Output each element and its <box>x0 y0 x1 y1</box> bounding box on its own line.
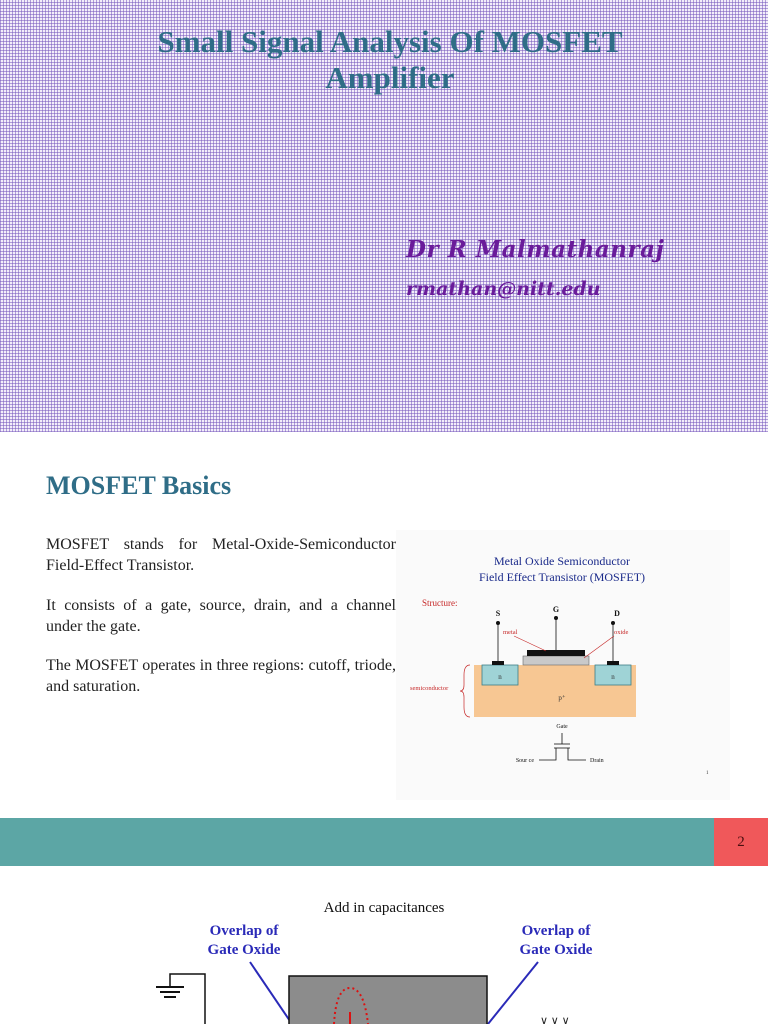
metal-label: metal <box>503 629 518 636</box>
title-slide <box>0 0 768 432</box>
figure-title-2: Field Effect Transistor (MOSFET) <box>478 570 646 584</box>
paragraph-regions: The MOSFET operates in three regions: cutoff, triode, and saturation. <box>46 657 396 695</box>
partial-marks: ∨ ∨ ∨ <box>540 1015 570 1024</box>
paragraph-structure: It consists of a gate, source, drain, and a channel under the gate. <box>46 597 396 635</box>
terminal-d-label: D <box>614 609 620 618</box>
paragraph-definition: MOSFET stands for Metal-Oxide-Semiconductor Field-Effect Transistor. <box>46 536 396 574</box>
terminal-s-label: S <box>495 609 501 618</box>
title-line-2: Amplifier <box>325 60 455 95</box>
gate-terminal <box>554 616 558 620</box>
semiconductor-label: semiconductor <box>410 685 449 692</box>
drain-symbol-label: Drain <box>590 758 604 764</box>
page-number: 2 <box>714 818 768 866</box>
oxide-label: oxide <box>614 629 629 636</box>
oxide-pointer <box>584 636 614 658</box>
slide-caption: Add in capacitances <box>323 900 445 916</box>
symbol-drain-lead <box>568 748 586 760</box>
metal-gate <box>527 650 585 656</box>
slide-title <box>40 24 740 96</box>
mosfet-diagram <box>396 530 730 800</box>
figure-page-number: 1 <box>706 771 709 776</box>
p-label: p⁺ <box>558 694 566 702</box>
structure-label: Structure: <box>422 598 458 608</box>
n-right-label: n <box>611 673 615 681</box>
capacitance-diagram <box>0 884 768 1024</box>
semiconductor-brace <box>460 665 470 717</box>
oxide-layer <box>523 656 589 665</box>
slide-heading: MOSFET Basics <box>46 471 232 500</box>
author-name: Dr R Malmathanraj <box>406 236 665 263</box>
metal-pointer <box>514 636 546 651</box>
terminal-g-label: G <box>552 605 560 614</box>
overlap-right-line-2: Gate Oxide <box>519 942 593 958</box>
drain-contact <box>607 661 619 665</box>
overlap-left-line-1: Overlap of <box>209 923 279 939</box>
overlap-pointer-right <box>488 962 538 1024</box>
symbol-source-lead <box>539 748 556 760</box>
source-contact <box>492 661 504 665</box>
overlap-pointer-left <box>250 962 292 1024</box>
device-body <box>289 976 487 1024</box>
n-left-label: n <box>498 673 502 681</box>
mosfet-structure-figure <box>396 530 730 800</box>
source-terminal <box>496 621 500 625</box>
author-email: rmathan@nitt.edu <box>406 278 601 300</box>
source-symbol-label: Sour ce <box>515 758 534 764</box>
ground-wire <box>170 974 205 1024</box>
mosfet-basics-slide <box>0 436 768 868</box>
gate-symbol-label: Gate <box>556 724 568 730</box>
overlap-right-line-1: Overlap of <box>521 923 591 939</box>
title-line-1: Small Signal Analysis Of MOSFET <box>157 24 623 59</box>
footer-bar <box>0 818 714 866</box>
drain-terminal <box>611 621 615 625</box>
overlap-left-line-2: Gate Oxide <box>207 942 281 958</box>
capacitance-slide <box>0 884 768 1024</box>
figure-title-1: Metal Oxide Semiconductor <box>494 554 630 568</box>
